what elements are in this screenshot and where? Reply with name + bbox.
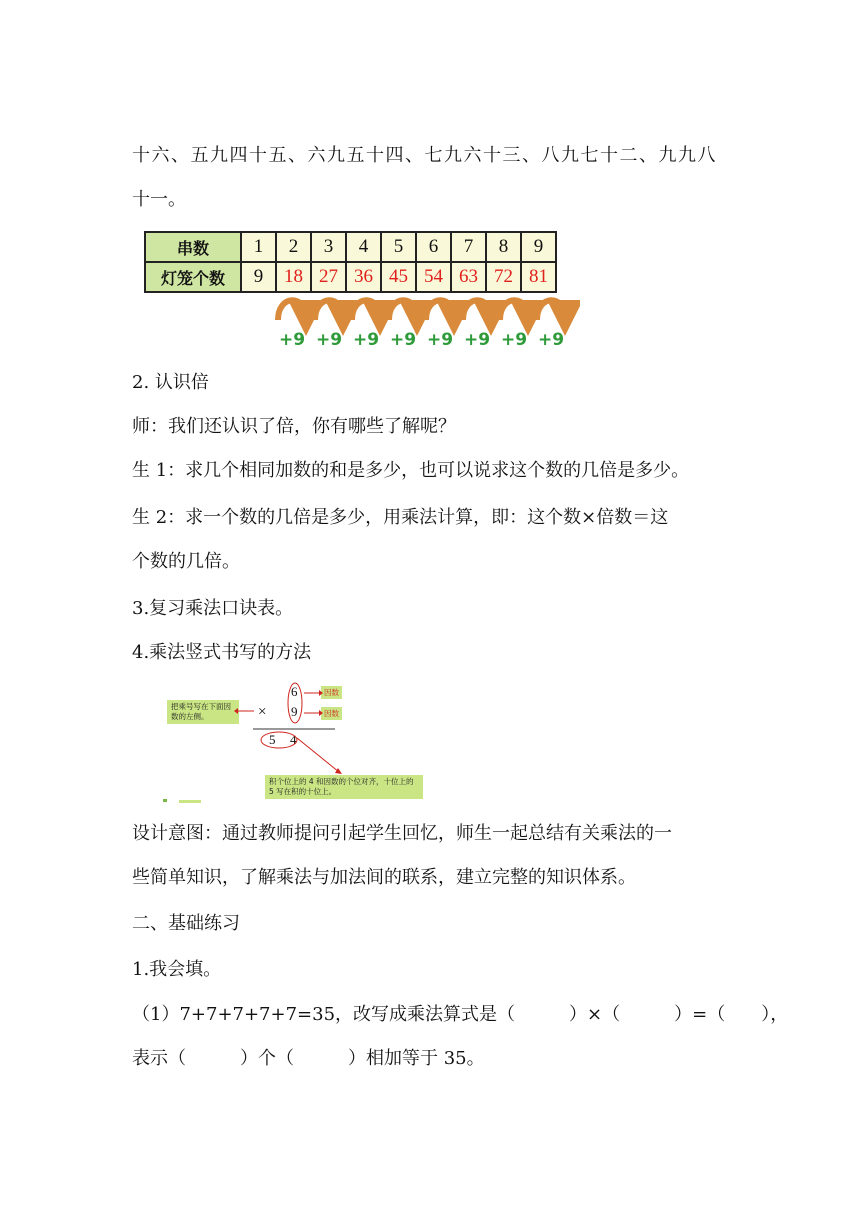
- curved-arrow: [352, 300, 380, 320]
- vertical-multiplication-diagram: [163, 680, 423, 804]
- product-tens: 5: [269, 732, 276, 747]
- table-cell: 6: [416, 232, 451, 262]
- student-1-answer: 生 1：求几个相同加数的和是多少，也可以说求这个数的几倍是多少。: [132, 460, 690, 481]
- step-label: +9: [315, 330, 343, 350]
- table-cell: 81: [521, 262, 556, 292]
- curved-arrow: [463, 300, 491, 320]
- step-label: +9: [389, 330, 417, 350]
- curved-arrow: [500, 300, 528, 320]
- row-header-lanterns: 灯笼个数: [145, 262, 241, 292]
- student-2-answer: 生 2：求一个数的几倍是多少，用乘法计算，即：这个数×倍数＝这: [132, 507, 669, 528]
- curved-arrow-group: [278, 300, 565, 320]
- factor-tag: 因数: [321, 686, 342, 699]
- table-cell: 5: [381, 232, 416, 262]
- step-label: +9: [463, 330, 491, 350]
- table-row: [145, 262, 556, 292]
- lantern-table: [144, 231, 557, 293]
- multiplication-rhyme-line-end: 十一。: [132, 189, 186, 210]
- student-2-answer-cont: 个数的几倍。: [132, 551, 240, 572]
- table-cell: 2: [276, 232, 311, 262]
- step-label: +9: [426, 330, 454, 350]
- table-cell: 72: [486, 262, 521, 292]
- table-cell: 4: [346, 232, 381, 262]
- step-label-group: [279, 330, 564, 350]
- section-title-doubling: 2. 认识倍: [132, 372, 209, 393]
- diagram-lines: [163, 680, 423, 804]
- table-cell: 27: [311, 262, 346, 292]
- design-intent: 设计意图：通过教师提问引起学生回忆，师生一起总结有关乘法的一: [132, 823, 672, 844]
- design-intent-cont: 些简单知识，了解乘法与加法间的联系，建立完整的知识体系。: [132, 867, 636, 888]
- step-label: +9: [500, 330, 528, 350]
- exercise-1-title: 1.我会填。: [132, 959, 222, 980]
- step-label: +9: [537, 330, 565, 350]
- curved-arrow: [389, 300, 417, 320]
- exercise-1-1-cont: 表示（ ）个（ ）相加等于 35。: [132, 1048, 485, 1069]
- row-header-strings: 串数: [145, 232, 241, 262]
- times-sign: ×: [258, 704, 267, 720]
- table-cell: 18: [276, 262, 311, 292]
- curved-arrow: [278, 300, 306, 320]
- teacher-question: 师：我们还认识了倍，你有哪些了解呢？: [132, 416, 456, 437]
- table-cell: 45: [381, 262, 416, 292]
- curved-arrow: [315, 300, 343, 320]
- step-label: +9: [352, 330, 380, 350]
- exercise-1-1: （1）7+7+7+7+7=35，改写成乘法算式是（ ）×（ ）=（ ），: [132, 1004, 789, 1025]
- factor-tag: 因数: [321, 707, 342, 720]
- product-ones: 4: [290, 732, 297, 747]
- table-cell: 3: [311, 232, 346, 262]
- bottom-note: 积个位上的 4 和因数的个位对齐，十位上的 5 写在积的十位上。: [265, 775, 423, 799]
- step-arrows: [270, 292, 580, 352]
- curved-arrow: [537, 300, 565, 320]
- curved-arrow: [426, 300, 454, 320]
- table-cell: 1: [241, 232, 276, 262]
- table-row: [145, 232, 556, 262]
- table-cell: 7: [451, 232, 486, 262]
- factor-1: 6: [291, 684, 298, 699]
- left-note: 把乘号写在下面因数的左侧。: [167, 700, 239, 724]
- step-label: +9: [278, 330, 306, 350]
- table-cell: 9: [521, 232, 556, 262]
- item-4: 4.乘法竖式书写的方法: [132, 642, 312, 663]
- table-cell: 54: [416, 262, 451, 292]
- table-cell: 9: [241, 262, 276, 292]
- table-cell: 8: [486, 232, 521, 262]
- table-cell: 63: [451, 262, 486, 292]
- factor-2: 9: [291, 704, 298, 719]
- multiplication-rhyme-line: 十六、五九四十五、六九五十四、七九六十三、八九七十二、九九八: [132, 145, 717, 166]
- table-cell: 36: [346, 262, 381, 292]
- part-2-title: 二、基础练习: [132, 913, 240, 934]
- item-3: 3.复习乘法口诀表。: [132, 598, 294, 619]
